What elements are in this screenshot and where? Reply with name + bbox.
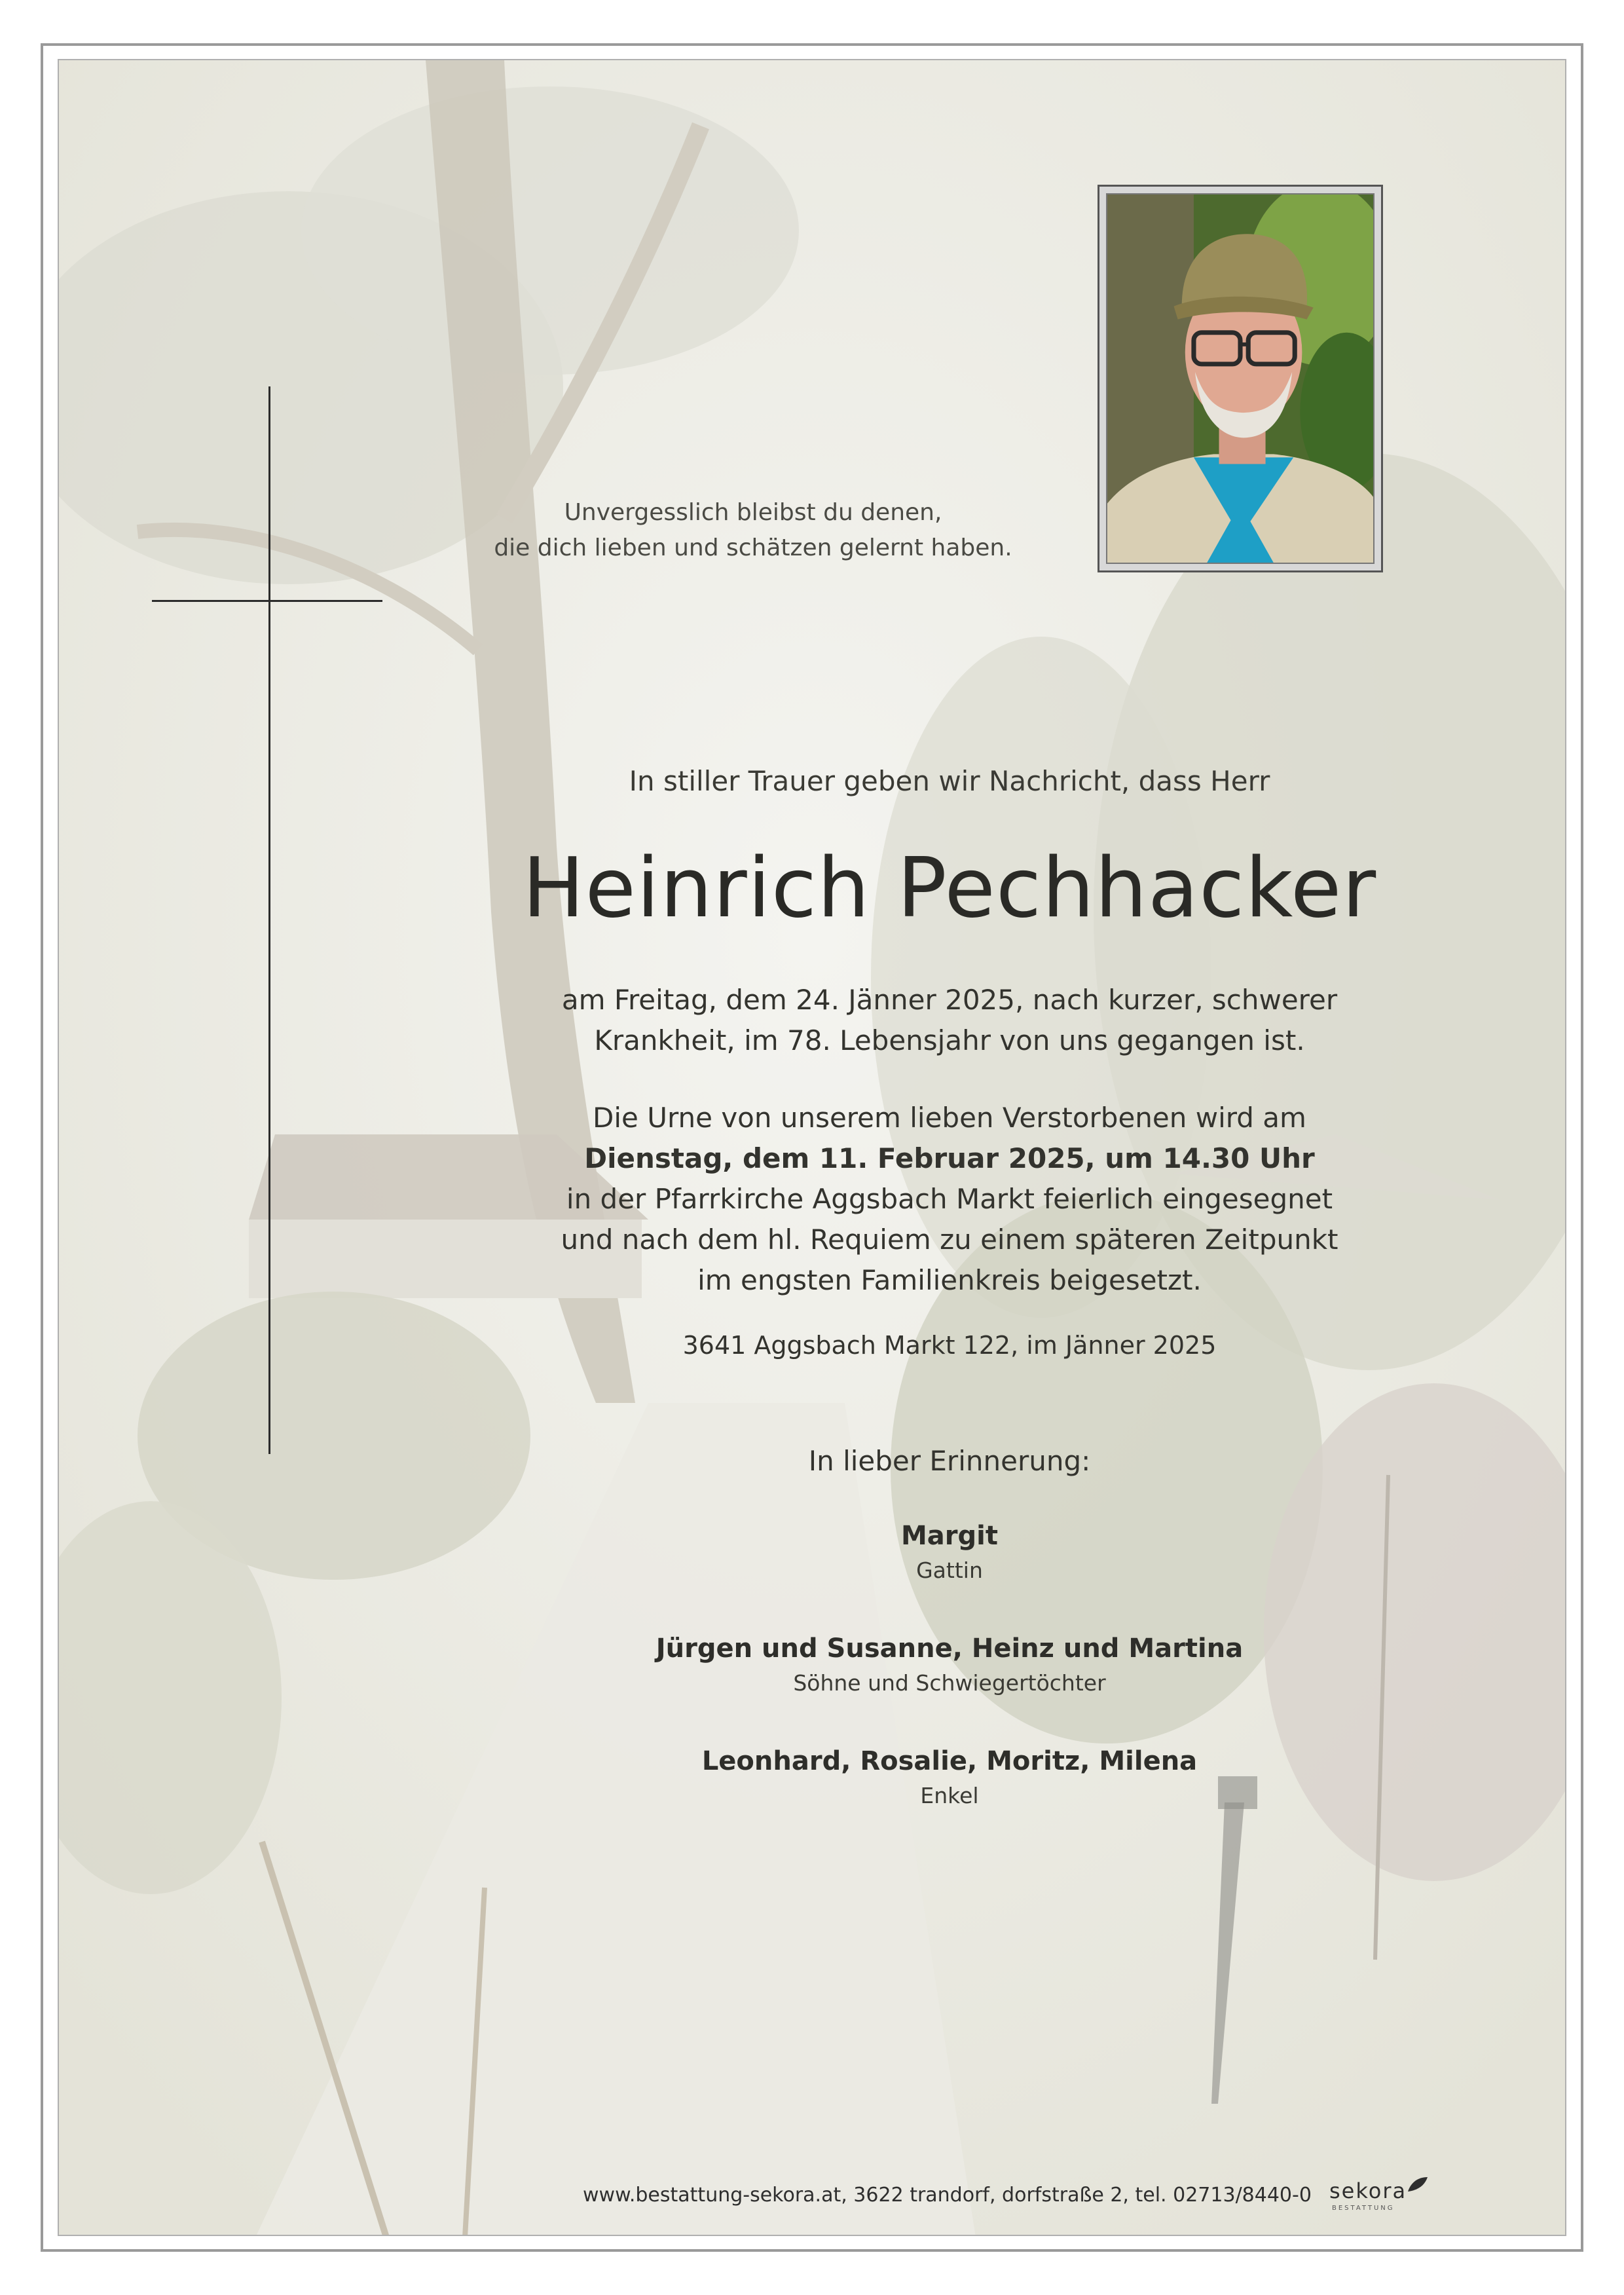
burial-line: Die Urne von unserem lieben Verstorbenen wird am xyxy=(593,1102,1306,1134)
quote-line: Unvergesslich bleibst du denen, xyxy=(564,499,942,526)
leaf-icon xyxy=(1407,2176,1429,2193)
burial-line: im engsten Familienkreis beigesetzt. xyxy=(697,1264,1202,1296)
deceased-name: Heinrich Pechhacker xyxy=(522,840,1377,936)
mourner-names: Jürgen und Susanne, Heinz und Martina xyxy=(655,1633,1244,1664)
burial-line: in der Pfarrkirche Aggsbach Markt feierlich eingesegnet xyxy=(566,1183,1333,1215)
portrait-photo xyxy=(1106,193,1375,564)
passing-notice xyxy=(458,980,1441,1061)
memorial-quote xyxy=(419,495,1087,566)
funeral-home-contact: www.bestattung-sekora.at, 3622 trandorf, dorfstraße 2, tel. 02713/8440-0 xyxy=(583,2184,1312,2207)
intro-text: In stiller Trauer geben wir Nachricht, dass Herr xyxy=(629,765,1270,797)
memory-heading: In lieber Erinnerung: xyxy=(808,1445,1091,1477)
place-and-date: 3641 Aggsbach Markt 122, im Jänner 2025 xyxy=(682,1331,1217,1360)
passing-line: Krankheit, im 78. Lebensjahr von uns gegangen ist. xyxy=(594,1024,1305,1056)
mourner-relation: Söhne und Schwiegertöchter xyxy=(793,1670,1106,1696)
mourner-names: Leonhard, Rosalie, Moritz, Milena xyxy=(701,1746,1198,1776)
mourner-names: Margit xyxy=(901,1521,998,1551)
cross-vertical-bar xyxy=(268,386,270,1454)
mourner-relation: Gattin xyxy=(916,1558,983,1583)
mourner-group xyxy=(458,1746,1441,1808)
quote-line: die dich lieben und schätzen gelernt haben. xyxy=(494,534,1012,561)
burial-date: Dienstag, dem 11. Februar 2025, um 14.30 Uhr xyxy=(584,1142,1315,1174)
funeral-home-logo-subtitle: BESTATTUNG xyxy=(1332,2205,1395,2212)
burial-line: und nach dem hl. Requiem zu einem späteren Zeitpunkt xyxy=(561,1223,1338,1256)
burial-notice xyxy=(458,1098,1441,1301)
passing-line: am Freitag, dem 24. Jänner 2025, nach kurzer, schwerer xyxy=(561,984,1338,1016)
cross-horizontal-bar xyxy=(152,600,382,602)
mourner-group xyxy=(458,1633,1441,1696)
portrait-photo-frame xyxy=(1098,185,1383,572)
funeral-home-logo: sekora xyxy=(1329,2178,1407,2203)
mourner-relation: Enkel xyxy=(920,1783,979,1808)
mourner-group xyxy=(458,1521,1441,1583)
